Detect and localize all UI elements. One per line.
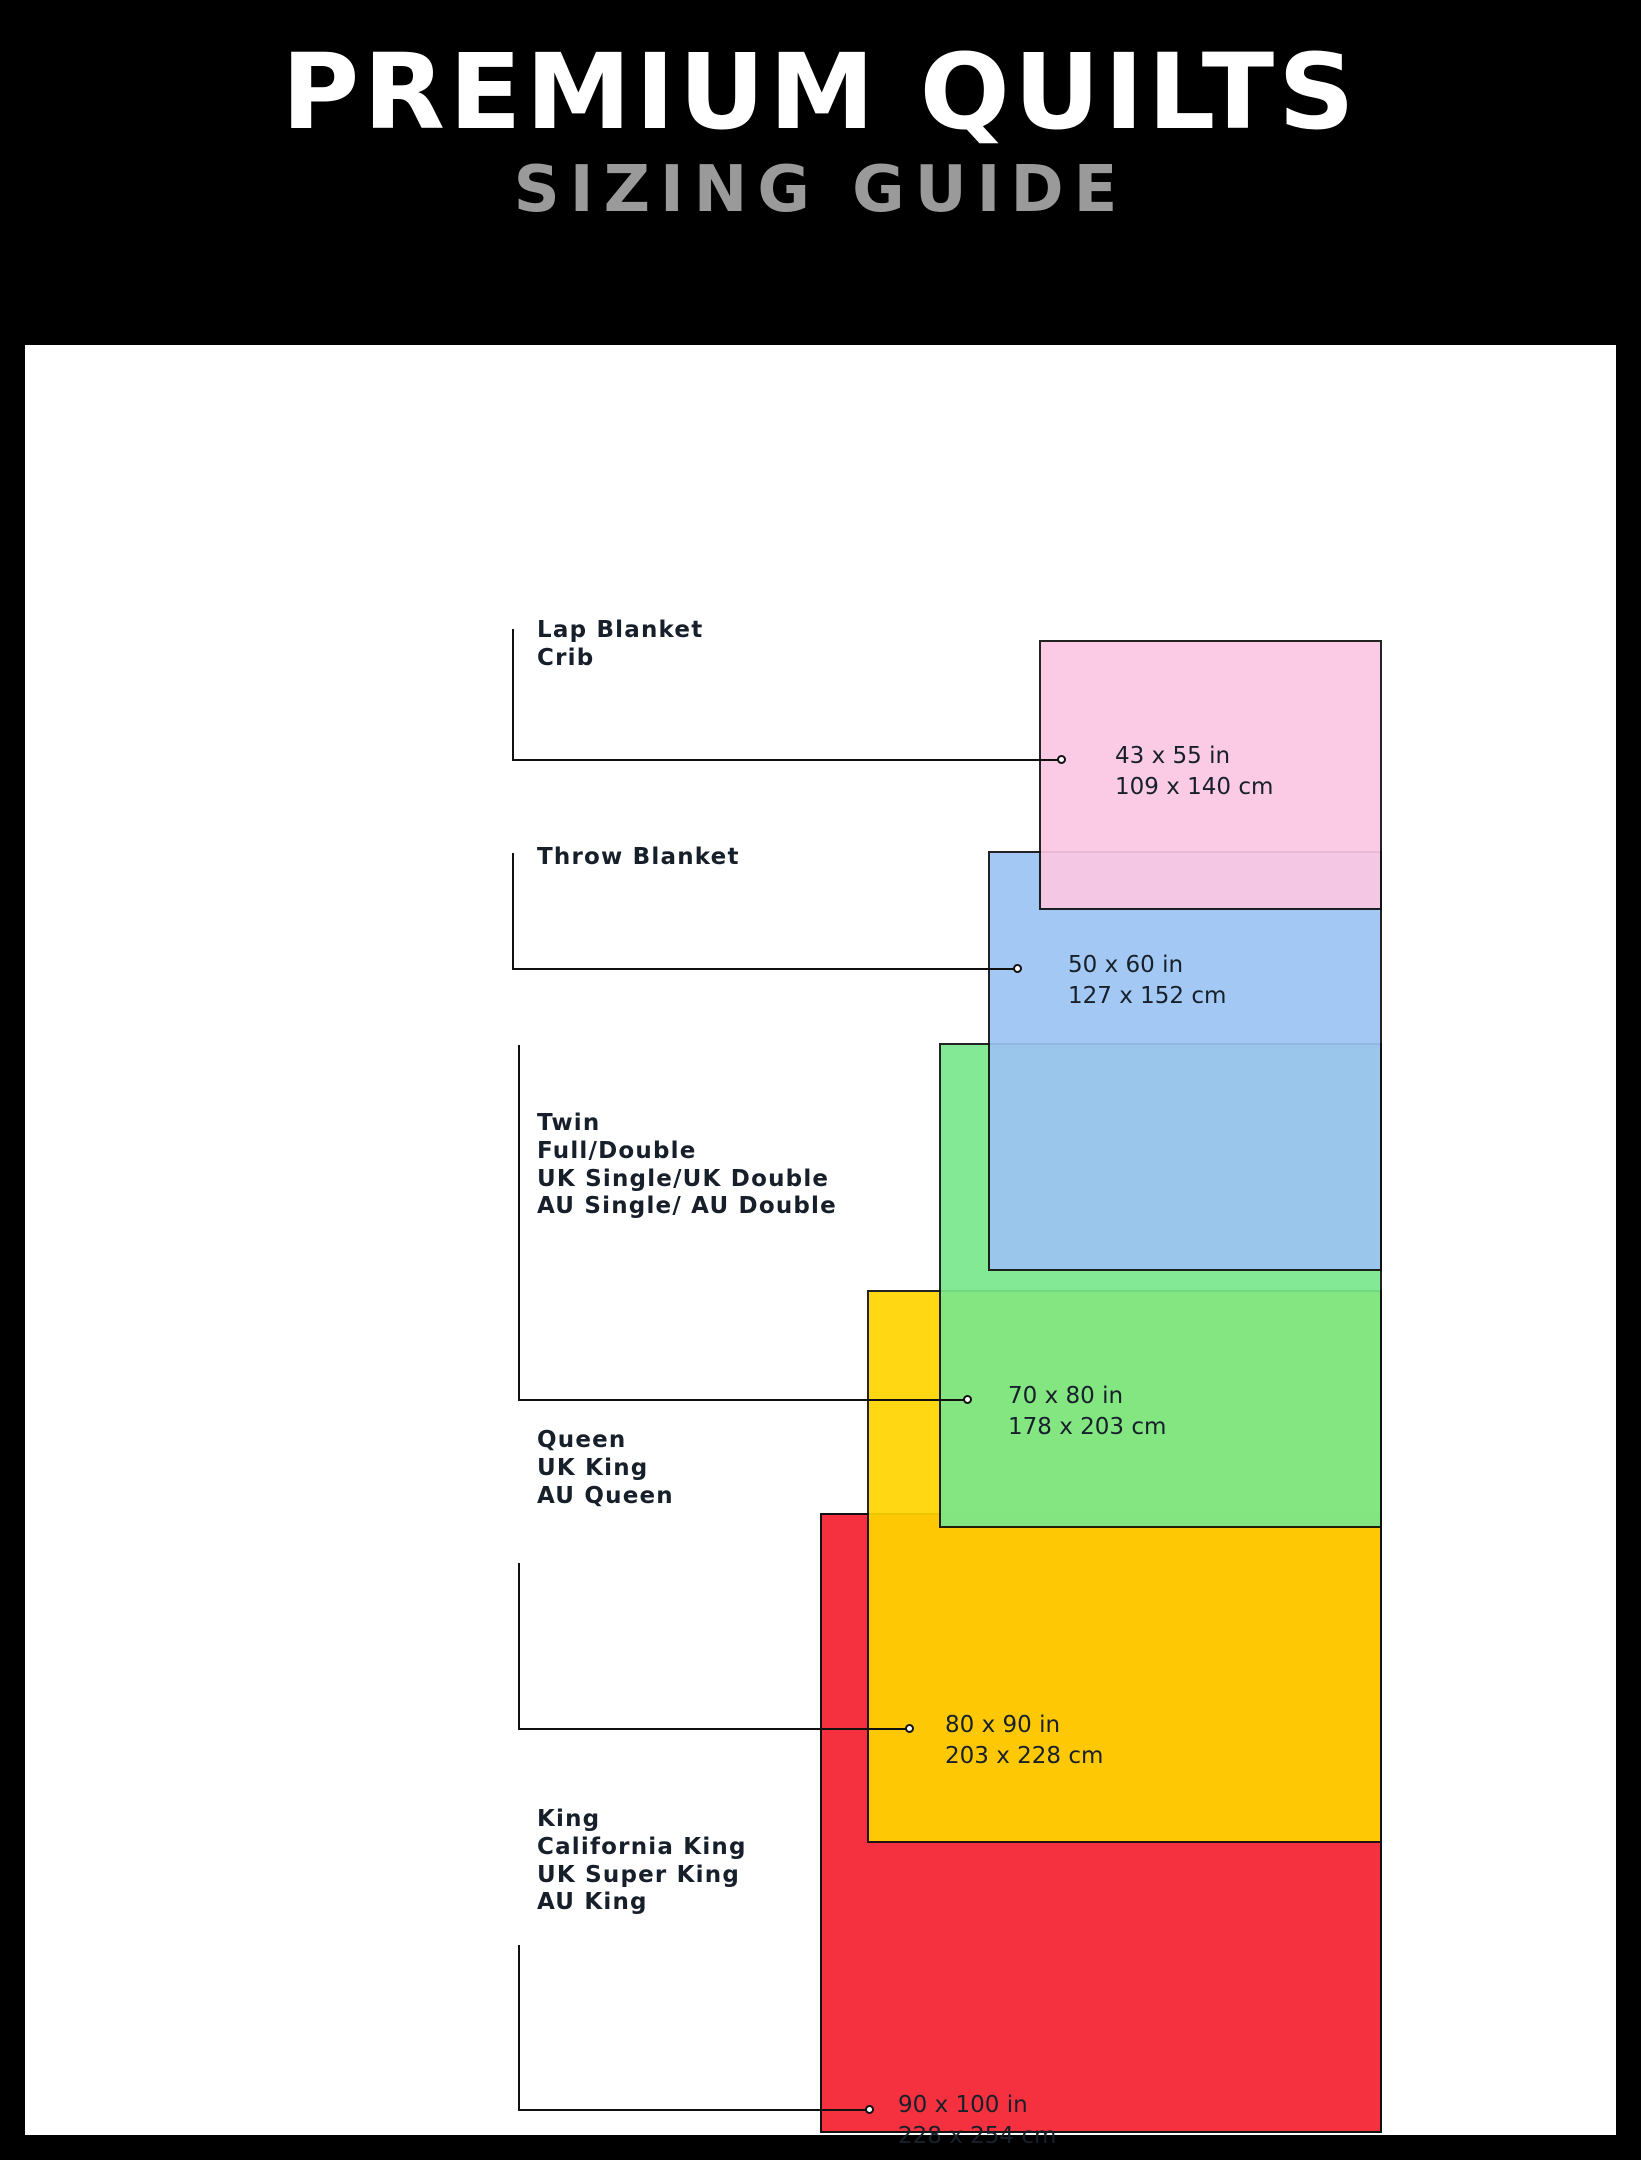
leader-line-king-vertical (518, 1945, 520, 2111)
leader-dot-queen (905, 1724, 914, 1733)
category-label-line: King (537, 1806, 601, 1832)
poster-header (0, 0, 1641, 330)
leader-dot-twin (963, 1395, 972, 1404)
category-label-line: Full/Double (537, 1137, 697, 1164)
category-label-throw (537, 845, 740, 873)
leader-dot-lap-crib (1057, 755, 1066, 764)
category-label-line: Throw Blanket (537, 844, 740, 870)
category-label-king (537, 1807, 747, 1918)
dimension-inches: 50 x 60 in (1068, 952, 1184, 978)
leader-line-king-horizontal (518, 2109, 867, 2111)
category-label-line: AU Queen (537, 1482, 674, 1509)
dimension-label-throw (1068, 950, 1226, 1012)
leader-line-lap-crib-vertical (512, 629, 514, 761)
dimension-inches: 70 x 80 in (1008, 1383, 1124, 1409)
category-label-line: AU Single/ AU Double (537, 1193, 837, 1220)
category-label-line: Queen (537, 1427, 627, 1453)
page-subtitle: SIZING GUIDE (513, 153, 1128, 228)
category-label-lap-crib (537, 618, 703, 674)
category-label-line: Twin (537, 1110, 601, 1136)
category-label-line: UK Single/UK Double (537, 1165, 830, 1192)
size-box-throw (988, 851, 1382, 1271)
leader-dot-throw (1013, 964, 1022, 973)
leader-line-twin-horizontal (518, 1399, 964, 1401)
dimension-inches: 80 x 90 in (945, 1712, 1061, 1738)
leader-line-throw-horizontal (512, 968, 1015, 970)
dimension-label-queen (945, 1710, 1103, 1772)
dimension-cm: 228 x 254 cm (898, 2123, 1057, 2150)
dimension-label-lap-crib (1115, 741, 1273, 803)
dimension-label-twin (1008, 1381, 1166, 1443)
category-label-line: UK Super King (537, 1861, 741, 1888)
leader-line-throw-vertical (512, 853, 514, 970)
size-comparison-chart (25, 345, 1616, 2150)
leader-line-queen-horizontal (518, 1728, 907, 1730)
category-label-line: UK King (537, 1454, 649, 1481)
leader-line-lap-crib-horizontal (512, 759, 1058, 761)
leader-line-twin-vertical (518, 1045, 520, 1401)
category-label-line: California King (537, 1833, 747, 1860)
category-label-queen (537, 1428, 674, 1511)
dimension-cm: 127 x 152 cm (1068, 983, 1227, 1010)
leader-dot-king (865, 2105, 874, 2114)
page-title: PREMIUM QUILTS (281, 31, 1360, 153)
dimension-label-king (898, 2090, 1056, 2152)
category-label-line: Crib (537, 644, 595, 671)
dimension-cm: 109 x 140 cm (1115, 774, 1274, 801)
category-label-twin (537, 1111, 837, 1222)
category-label-line: Lap Blanket (537, 617, 704, 643)
dimension-cm: 203 x 228 cm (945, 1743, 1104, 1770)
dimension-inches: 90 x 100 in (898, 2092, 1028, 2118)
dimension-cm: 178 x 203 cm (1008, 1414, 1167, 1441)
category-label-line: AU King (537, 1889, 648, 1916)
leader-line-queen-vertical (518, 1563, 520, 1730)
chart-canvas (25, 345, 1616, 2150)
dimension-inches: 43 x 55 in (1115, 743, 1231, 769)
